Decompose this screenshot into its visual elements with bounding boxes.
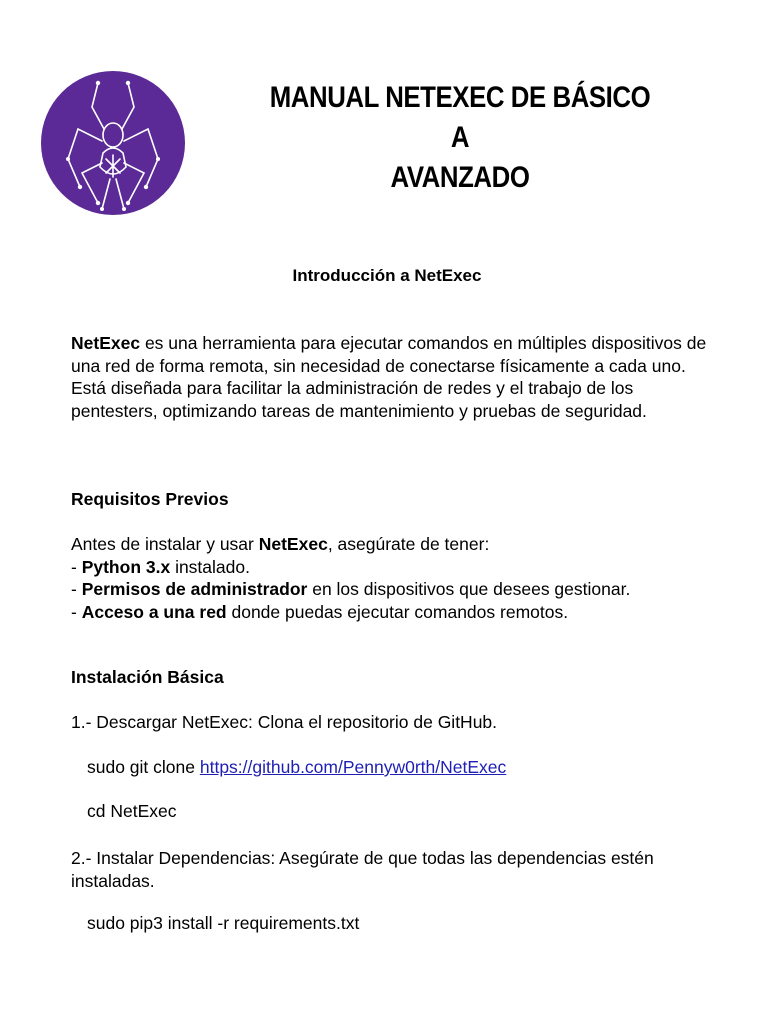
requisito-item bbox=[71, 578, 630, 601]
requisitos-lead bbox=[71, 533, 489, 556]
requisito-item bbox=[71, 601, 568, 624]
step-1: 1.- Descargar NetExec: Clona el repositorio de GitHub. bbox=[71, 712, 498, 732]
instalacion-heading: Instalación Básica bbox=[71, 667, 224, 687]
intro-text: es una herramienta para ejecutar comandos en múltiples dispositivos de una red de forma remota, sin necesidad de conectarse físicamente a cada uno. Está diseñada para facilitar la administración de redes y el trabajo de los pentesters, optimizando tareas de mantenimiento y pruebas de seguridad. bbox=[71, 333, 707, 421]
title-line-2: AVANZADO bbox=[390, 161, 530, 194]
command-cd: cd NetExec bbox=[87, 801, 177, 821]
step-2: 2.- Instalar Dependencias: Asegúrate de que todas las dependencias estén instaladas. bbox=[71, 848, 654, 891]
intro-paragraph bbox=[71, 332, 711, 422]
item-rest: donde puedas ejecutar comandos remotos. bbox=[226, 601, 569, 622]
title-line-1: MANUAL NETEXEC DE BÁSICO A bbox=[269, 81, 651, 154]
spider-logo-icon bbox=[40, 69, 186, 217]
item-prefix: - bbox=[71, 601, 82, 622]
command-pip-install: sudo pip3 install -r requirements.txt bbox=[87, 913, 360, 933]
lead-post: , asegúrate de tener: bbox=[327, 534, 490, 554]
lead-bold: NetExec bbox=[258, 534, 328, 554]
item-bold: Permisos de administrador bbox=[81, 579, 308, 599]
github-link[interactable]: https://github.com/Pennyw0rth/NetExec bbox=[199, 757, 507, 777]
item-bold: Acceso a una red bbox=[81, 601, 227, 622]
item-bold: Python 3.x bbox=[81, 556, 171, 577]
lead-pre: Antes de instalar y usar bbox=[71, 534, 259, 554]
requisito-item bbox=[71, 556, 250, 579]
cmd1-pre: sudo git clone bbox=[87, 757, 200, 777]
item-prefix: - bbox=[71, 579, 82, 599]
intro-bold-term: NetExec bbox=[71, 333, 141, 353]
item-rest: instalado. bbox=[170, 556, 250, 577]
item-rest: en los dispositivos que desees gestionar. bbox=[307, 579, 631, 599]
intro-heading: Introducción a NetExec bbox=[292, 266, 482, 285]
item-prefix: - bbox=[71, 556, 82, 577]
command-git-clone bbox=[87, 757, 506, 778]
requisitos-heading: Requisitos Previos bbox=[71, 489, 229, 509]
document-title bbox=[262, 78, 658, 198]
